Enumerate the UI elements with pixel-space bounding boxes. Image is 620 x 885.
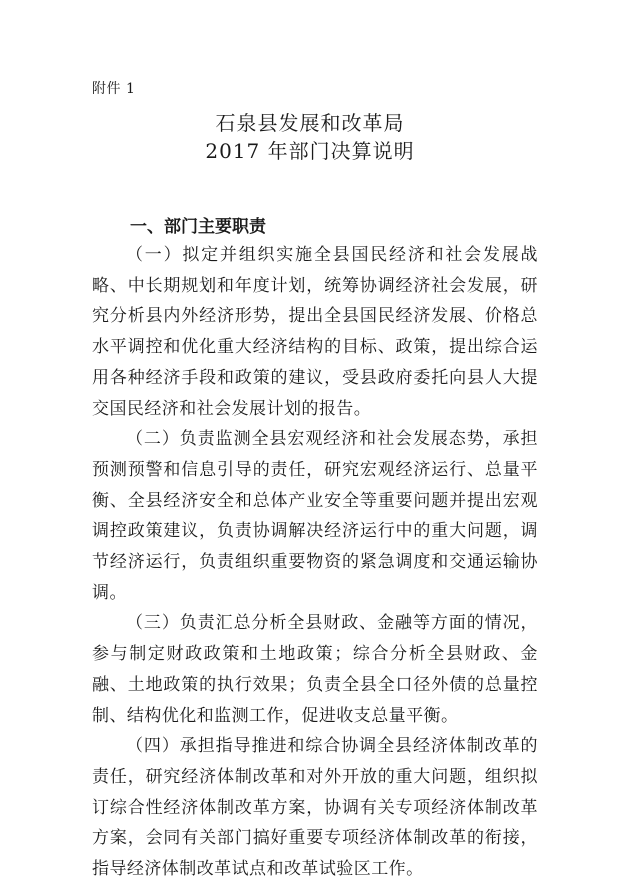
- document-subtitle: 2017 年部门决算说明: [205, 139, 415, 163]
- paragraph: （一）拟定并组织实施全县国民经济和社会发展战略、中长期规划和年度计划，统筹协调经济社会发展，研究分析县内外经济形势，提出全县国民经济发展、价格总水平调控和优化重大经济结构的目标、政策，提出综合运用各种经济手段和政策的建议，受县政府委托向县人大提交国民经济和社会发展计划的报告。: [92, 245, 538, 419]
- paragraph: （四）承担指导推进和综合协调全县经济体制改革的责任，研究经济体制改革和对外开放的重大问题，组织拟订综合性经济体制改革方案，协调有关专项经济体制改革方案，会同有关部门搞好重要专项经济体制改革的衔接，指导经济体制改革试点和改革试验区工作。: [92, 736, 538, 880]
- document-title: 石泉县发展和改革局: [215, 111, 405, 135]
- body-text: [92, 240, 538, 885]
- section-heading: 一、部门主要职责: [130, 217, 266, 237]
- paragraph: （二）负责监测全县宏观经济和社会发展态势，承担预测预警和信息引导的责任，研究宏观经济运行、总量平衡、全县经济安全和总体产业安全等重要问题并提出宏观调控政策建议，负责协调解决经济运行中的重大问题，调节经济运行，负责组织重要物资的紧急调度和交通运输协调。: [92, 429, 538, 603]
- paragraph: （三）负责汇总分析全县财政、金融等方面的情况，参与制定财政政策和土地政策；综合分析全县财政、金融、土地政策的执行效果；负责全县全口径外债的总量控制、结构优化和监测工作，促进收支总量平衡。: [92, 613, 538, 726]
- attachment-label: 附件 1: [92, 81, 136, 97]
